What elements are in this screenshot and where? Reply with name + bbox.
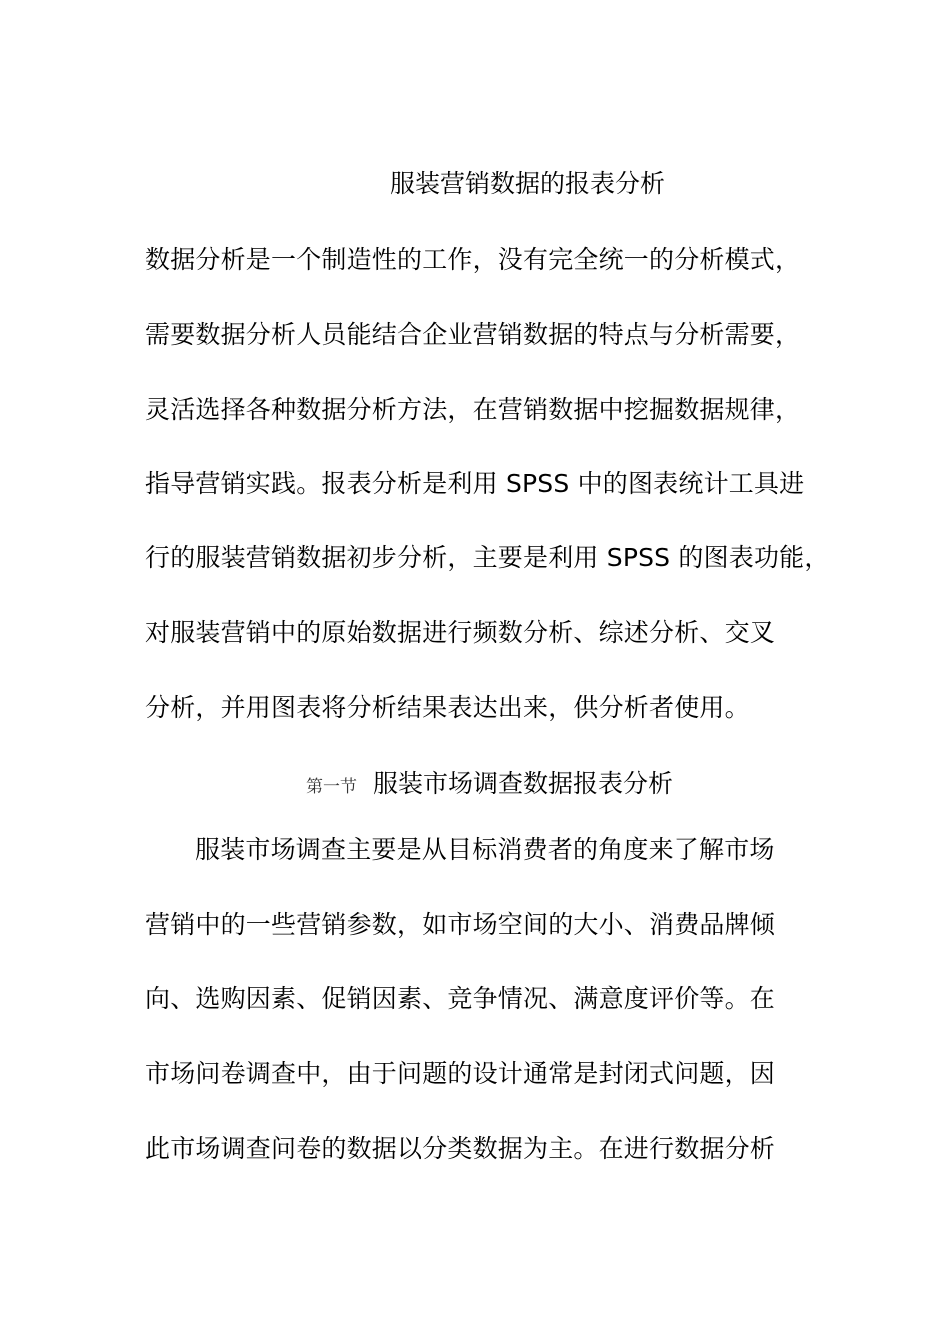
paragraph-line: 指导营销实践。报表分析是利用 SPSS 中的图表统计工具进: [145, 469, 805, 498]
paragraph-line: 需要数据分析人员能结合企业营销数据的特点与分析需要，: [145, 320, 801, 349]
section-heading: [306, 766, 673, 802]
paragraph-line: 对服装营销中的原始数据进行频数分析、综述分析、交叉: [145, 618, 776, 647]
paragraph-line: 营销中的一些营销参数，如市场空间的大小、消费品牌倾: [145, 910, 776, 939]
paragraph-line: 行的服装营销数据初步分析，主要是利用 SPSS 的图表功能，: [145, 543, 830, 572]
paragraph-line: 灵活选择各种数据分析方法，在营销数据中挖掘数据规律，: [145, 395, 801, 424]
paragraph-line: 数据分析是一个制造性的工作，没有完全统一的分析模式，: [145, 245, 801, 274]
paragraph-line: 此市场调查问卷的数据以分类数据为主。在进行数据分析: [145, 1134, 776, 1163]
paragraph-line: 服装市场调查主要是从目标消费者的角度来了解市场: [195, 835, 775, 864]
paragraph-line: 分析，并用图表将分析结果表达出来，供分析者使用。: [145, 693, 750, 722]
paragraph-line: 市场问卷调查中，由于问题的设计通常是封闭式问题，因: [145, 1059, 776, 1088]
section-title: 服装市场调查数据报表分析: [373, 769, 674, 798]
section-number: 第一节: [306, 776, 357, 797]
paragraph-line: 向、选购因素、促销因素、竞争情况、满意度评价等。在: [145, 984, 776, 1013]
document-title: 服装营销数据的报表分析: [390, 169, 666, 198]
